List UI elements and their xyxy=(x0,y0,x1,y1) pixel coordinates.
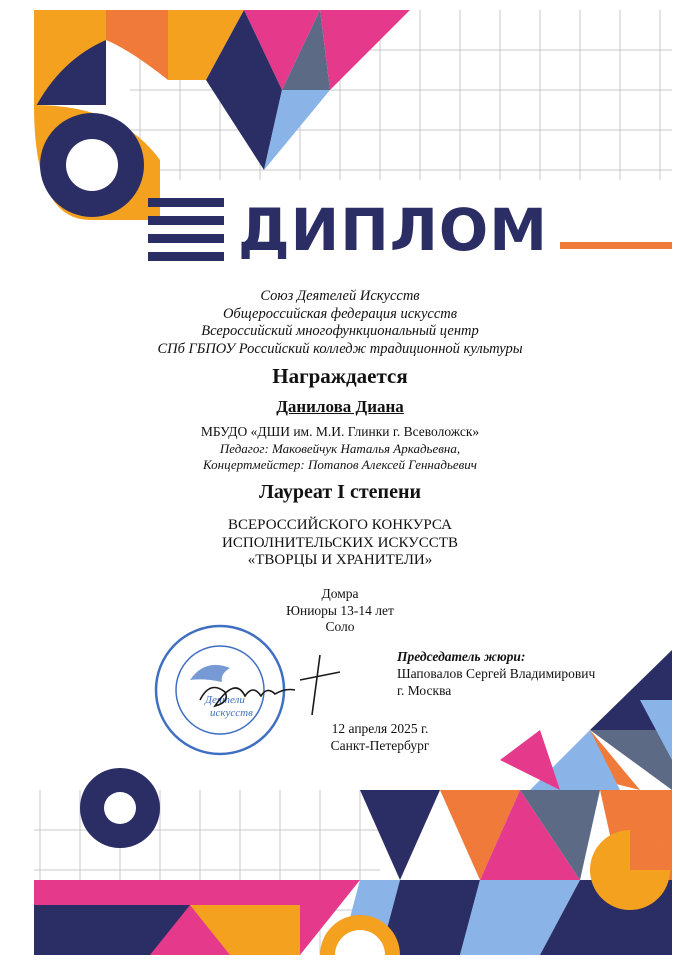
signature xyxy=(200,655,340,715)
organizer-line: Союз Деятелей Искусств xyxy=(260,288,420,304)
svg-text:Деятели: Деятели xyxy=(205,694,245,706)
contest-line: ВСЕРОССИЙСКОГО КОНКУРСА xyxy=(228,517,452,533)
title-accent-line xyxy=(560,242,672,249)
issue-city: Санкт-Петербург xyxy=(330,738,430,753)
school-name: МБУДО «ДШИ им. М.И. Глинки г. Всеволожск» xyxy=(200,424,480,439)
instrument: Домра xyxy=(321,586,359,601)
nomination-block xyxy=(0,586,680,636)
jury-city: г. Москва xyxy=(397,683,452,698)
award-degree: Лауреат I степени xyxy=(258,481,421,503)
age-category: Юниоры 13-14 лет xyxy=(286,602,394,618)
contest-line: «ТВОРЦЫ И ХРАНИТЕЛИ» xyxy=(247,552,433,568)
bottom-shapes xyxy=(34,768,672,955)
organizer-line: Всероссийский многофункциональный центр xyxy=(201,323,479,339)
jury-block xyxy=(397,648,595,699)
organizer-line: СПб ГБПОУ Российский колледж традиционной культуры xyxy=(157,340,523,357)
contest-line: ИСПОЛНИТЕЛЬСКИХ ИСКУССТВ xyxy=(222,534,458,551)
jury-title: Председатель жюри: xyxy=(397,649,526,664)
jury-name: Шаповалов Сергей Владимирович xyxy=(397,666,596,681)
performance-format: Соло xyxy=(325,619,355,634)
teachers-block xyxy=(0,441,680,473)
organizers-block xyxy=(0,288,680,358)
diploma-title: ДИПЛОМ xyxy=(238,196,548,264)
issue-date: 12 апреля 2025 г. xyxy=(331,721,429,736)
issue-block xyxy=(300,720,460,754)
accompanist-line: Концертмейстер: Потапов Алексей Геннадьевич xyxy=(203,457,477,472)
organizer-line: Общероссийская федерация искусств xyxy=(222,305,458,322)
teacher-line: Педагог: Маковейчук Наталья Аркадьевна, xyxy=(219,441,461,456)
top-left-shapes xyxy=(34,10,410,220)
awarded-label: Награждается xyxy=(272,364,408,388)
organization-stamp xyxy=(156,626,284,754)
recipient-name: Данилова Диана xyxy=(276,397,404,416)
svg-text:искусств: искусств xyxy=(210,707,253,719)
contest-name xyxy=(0,517,680,570)
